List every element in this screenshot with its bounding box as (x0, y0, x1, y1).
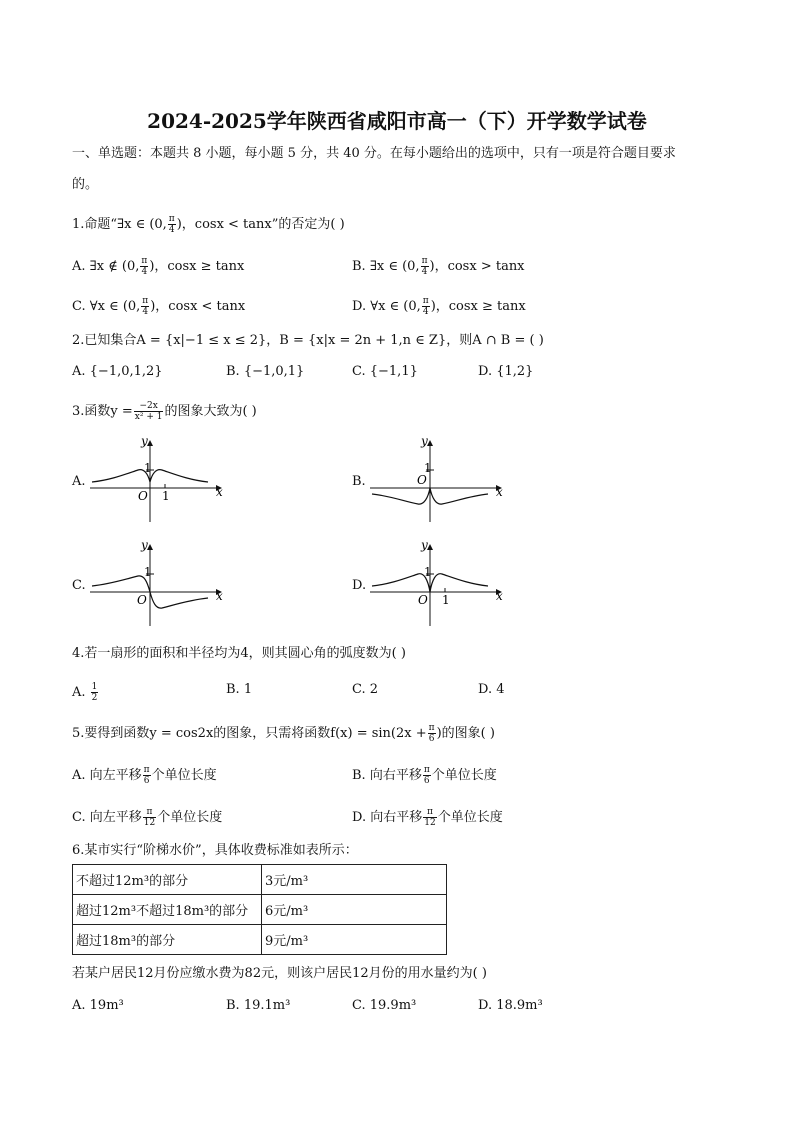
q6-question: 若某户居民12月份应缴水费为82元，则该户居民12月份的用水量约为( ) (72, 966, 487, 981)
option-text: 个单位长度 (157, 810, 223, 825)
tick-y-label: 1 (424, 461, 432, 475)
option-frac (423, 807, 436, 828)
frac-num: π (422, 296, 429, 306)
q2-option-c[interactable]: C. {−1,1} (352, 364, 418, 379)
q5-option-a[interactable] (72, 765, 217, 786)
option-frac (143, 765, 151, 786)
origin-label: O (138, 489, 148, 503)
section-instructions-line1: 一、单选题：本题共 8 小题，每小题 5 分，共 40 分。在每小题给出的选项中，只有一项是符合题目要求 (72, 146, 676, 161)
q4-option-d[interactable]: D. 4 (478, 682, 505, 697)
q3-graph-c[interactable] (86, 536, 226, 628)
q3-stem-post: 的图象大致为( ) (164, 404, 257, 419)
option-frac (141, 296, 149, 317)
table-cell-range: 不超过12m³的部分 (73, 865, 262, 895)
q3-stem-frac (134, 401, 164, 422)
option-frac (422, 296, 430, 317)
origin-label: O (418, 593, 428, 607)
frac-num: π (423, 765, 430, 775)
tick-y-label: 1 (144, 461, 152, 475)
q2-option-b[interactable]: B. {−1,0,1} (226, 364, 305, 379)
q1-stem (72, 214, 345, 235)
q2-option-a[interactable]: A. {−1,0,1,2} (72, 364, 163, 379)
frac-den: 4 (168, 225, 175, 235)
option-text: C. ∀x ∈ (0, (72, 299, 141, 314)
frac-num: π (428, 723, 435, 733)
frac-den: 2 (91, 693, 98, 703)
x-label: x (216, 589, 223, 603)
tick-x-label: 1 (442, 593, 450, 607)
x-label: x (216, 485, 223, 499)
q5-stem-frac (428, 723, 436, 744)
q6-option-d[interactable]: D. 18.9m³ (478, 998, 543, 1013)
frac-num: π (143, 765, 150, 775)
frac-num: −2x (134, 401, 164, 412)
option-text: )，cosx ≥ tanx (149, 259, 245, 274)
y-label: y (421, 538, 428, 552)
y-label: y (421, 434, 428, 448)
table-cell-price: 9元/m³ (262, 925, 447, 955)
q1-option-b[interactable] (352, 256, 525, 277)
table-cell-range: 超过18m³的部分 (73, 925, 262, 955)
q3-stem-pre: 3.函数y = (72, 404, 133, 419)
option-text: )，cosx > tanx (429, 259, 525, 274)
option-frac (91, 682, 99, 703)
origin-label: O (417, 473, 427, 487)
option-text: A. (72, 685, 86, 700)
q6-stem: 6.某市实行“阶梯水价”，具体收费标准如表所示： (72, 843, 358, 858)
option-frac (423, 765, 431, 786)
x-label: x (496, 485, 503, 499)
q3-option-b-label[interactable]: B. (352, 474, 366, 489)
option-text: )，cosx < tanx (150, 299, 246, 314)
q6-option-c[interactable]: C. 19.9m³ (352, 998, 417, 1013)
frac-num: π (143, 807, 156, 818)
frac-den: 4 (421, 267, 428, 277)
option-frac (140, 256, 148, 277)
tick-y-label: 1 (144, 565, 152, 579)
option-frac (143, 807, 156, 828)
q3-option-a-label[interactable]: A. (72, 474, 86, 489)
frac-num: π (421, 256, 428, 266)
q5-stem (72, 723, 495, 744)
tick-x-label: 1 (162, 489, 170, 503)
q3-option-c-label[interactable]: C. (72, 578, 86, 593)
option-text: C. 向左平移 (72, 810, 142, 825)
frac-num: 1 (91, 682, 98, 692)
frac-den: 4 (141, 267, 148, 277)
x-label: x (496, 589, 503, 603)
q5-stem-post: )的图象( ) (436, 726, 495, 741)
q4-option-a[interactable] (72, 682, 99, 703)
q1-option-a[interactable] (72, 256, 244, 277)
table-cell-range: 超过12m³不超过18m³的部分 (73, 895, 262, 925)
q3-graph-a[interactable] (86, 432, 226, 524)
option-frac (421, 256, 429, 277)
q4-stem: 4.若一扇形的面积和半径均为4，则其圆心角的弧度数为( ) (72, 646, 406, 661)
q2-stem: 2.已知集合A = {x|−1 ≤ x ≤ 2}，B = {x|x = 2n + 1,n ∈ Z}，则A ∩ B = ( ) (72, 333, 544, 348)
frac-den: 4 (142, 307, 149, 317)
frac-den: x² + 1 (134, 412, 163, 422)
frac-num: π (168, 214, 175, 224)
frac-num: π (423, 807, 436, 818)
y-axis-arrow (427, 440, 433, 446)
origin-label: O (137, 593, 147, 607)
q5-option-c[interactable] (72, 807, 222, 828)
q4-option-c[interactable]: C. 2 (352, 682, 379, 697)
q1-stem-frac (168, 214, 176, 235)
option-text: B. ∃x ∈ (0, (352, 259, 420, 274)
table-cell-price: 3元/m³ (262, 865, 447, 895)
option-text: B. 向右平移 (352, 768, 422, 783)
q1-option-d[interactable] (352, 296, 526, 317)
frac-den: 6 (423, 776, 430, 786)
q1-stem-pre: 1.命题“∃x ∈ (0, (72, 217, 167, 232)
q5-stem-pre: 5.要得到函数y = cos2x的图象，只需将函数f(x) = sin(2x + (72, 726, 427, 741)
y-label: y (141, 538, 148, 552)
q3-graph-b[interactable] (366, 432, 506, 524)
y-axis-arrow (147, 544, 153, 550)
frac-den: 6 (428, 734, 435, 744)
q1-stem-post: )，cosx < tanx”的否定为( ) (176, 217, 345, 232)
q3-option-d-label[interactable]: D. (352, 578, 367, 593)
section-instructions-line2: 的。 (72, 177, 99, 192)
frac-num: π (142, 296, 149, 306)
water-fee-table (72, 864, 447, 955)
q2-option-d[interactable]: D. {1,2} (478, 364, 534, 379)
option-text: A. ∃x ∉ (0, (72, 259, 140, 274)
frac-den: 12 (143, 818, 156, 828)
table-row (73, 895, 447, 925)
q6-option-a[interactable]: A. 19m³ (72, 998, 124, 1013)
frac-num: π (141, 256, 148, 266)
option-text: A. 向左平移 (72, 768, 142, 783)
option-text: 个单位长度 (151, 768, 217, 783)
tick-y-label: 1 (424, 565, 432, 579)
frac-den: 4 (422, 307, 429, 317)
y-axis-arrow (147, 440, 153, 446)
q6-option-b[interactable]: B. 19.1m³ (226, 998, 291, 1013)
option-text: 个单位长度 (431, 768, 497, 783)
table-row (73, 865, 447, 895)
frac-den: 12 (424, 818, 436, 828)
exam-title: 2024-2025学年陕西省咸阳市高一（下）开学数学试卷 (147, 109, 647, 133)
table-row (73, 925, 447, 955)
option-text: 个单位长度 (437, 810, 503, 825)
q1-option-c[interactable] (72, 296, 245, 317)
option-text: )，cosx ≥ tanx (430, 299, 526, 314)
option-text: D. 向右平移 (352, 810, 423, 825)
q5-option-d[interactable] (352, 807, 503, 828)
y-label: y (141, 434, 148, 448)
q3-graph-d[interactable] (366, 536, 506, 628)
q3-stem (72, 401, 257, 422)
frac-den: 6 (143, 776, 150, 786)
option-text: D. ∀x ∈ (0, (352, 299, 421, 314)
q4-option-b[interactable]: B. 1 (226, 682, 253, 697)
y-axis-arrow (427, 544, 433, 550)
q5-option-b[interactable] (352, 765, 497, 786)
table-cell-price: 6元/m³ (262, 895, 447, 925)
